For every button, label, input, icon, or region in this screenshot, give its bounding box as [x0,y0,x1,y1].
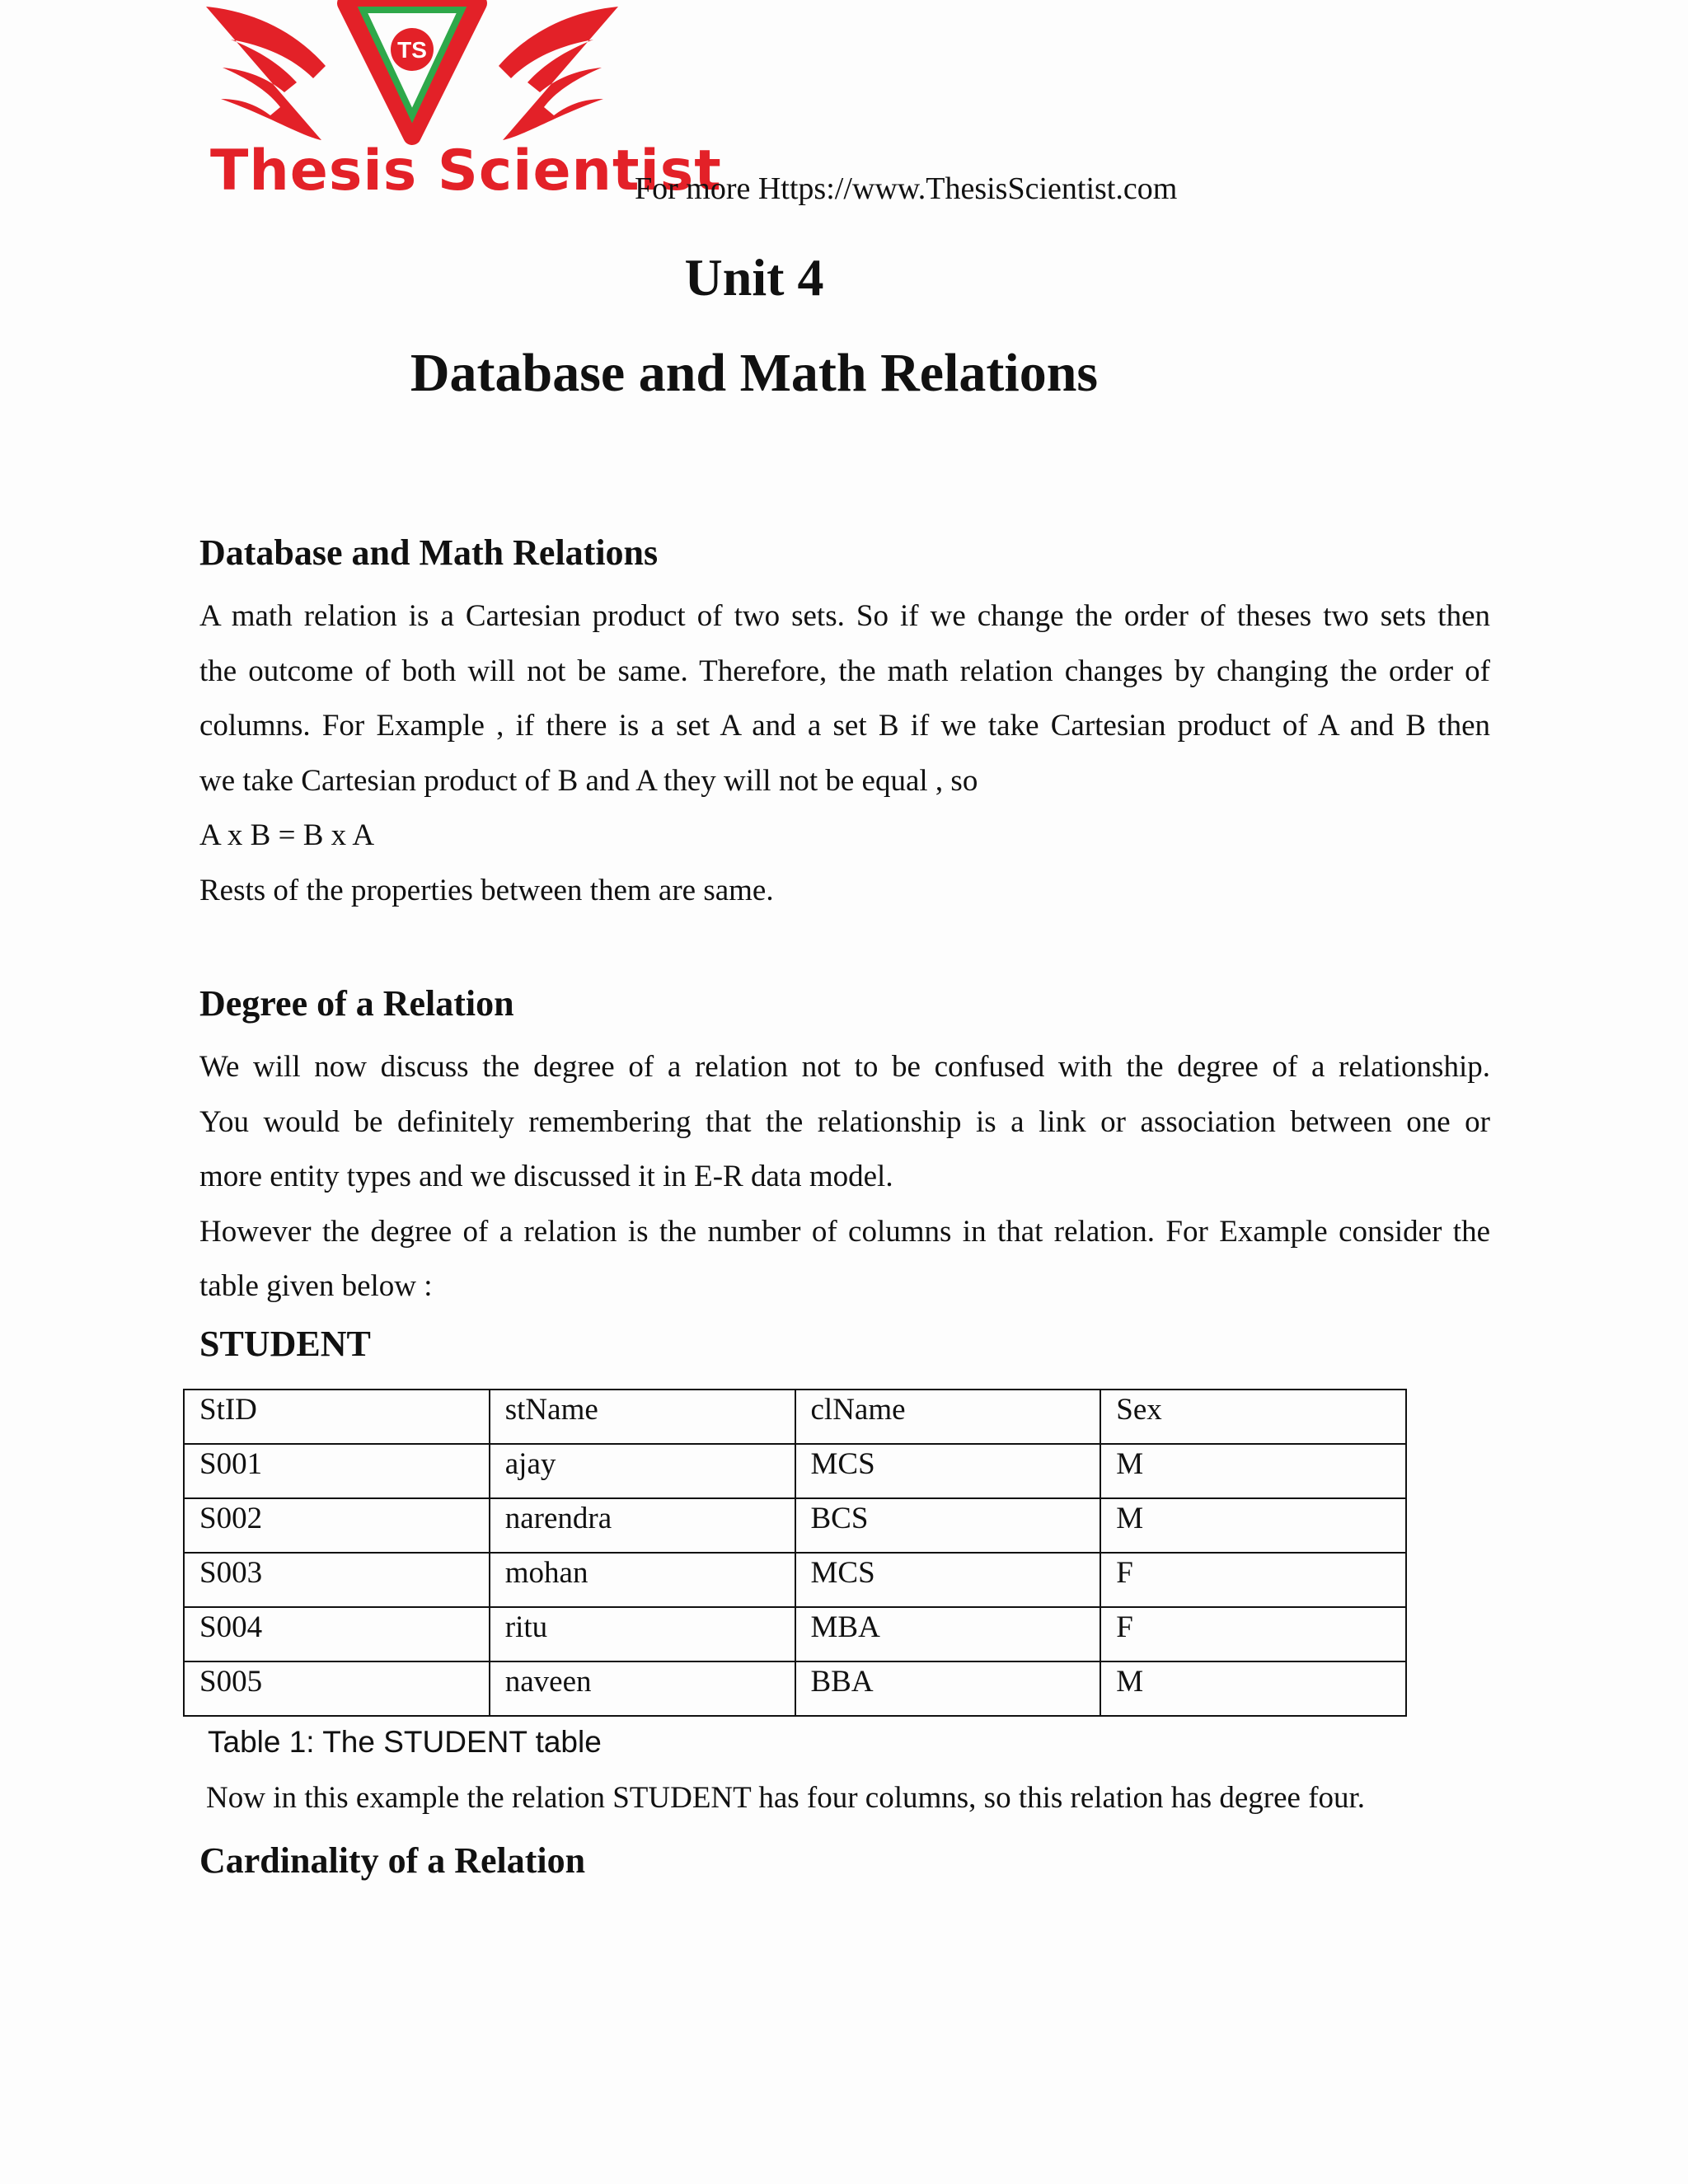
table-row [184,1661,1406,1716]
paragraph-line: the outcome of both will not be same. Therefore, the math relation changes by changing the order of [199,654,1490,688]
table-cell: S001 [184,1444,490,1498]
column-header: StID [184,1390,490,1444]
website-link[interactable]: For more Https://www.ThesisScientist.com [635,171,1178,206]
paragraph-line: more entity types and we discussed it in E-R data model. [199,1160,893,1193]
formula-line: A x B = B x A [199,818,375,852]
table-row [184,1553,1406,1607]
table-cell: MCS [795,1444,1101,1498]
table-cell: narendra [490,1498,795,1553]
table-row [184,1498,1406,1553]
thesis-scientist-logo [198,0,722,214]
table-cell: ritu [490,1607,795,1661]
table-cell: BBA [795,1661,1101,1716]
table-row [184,1444,1406,1498]
table-cell: M [1100,1661,1406,1716]
table-cell: S003 [184,1553,490,1607]
table-header-row [184,1390,1406,1444]
table-cell: M [1100,1498,1406,1553]
table-cell: naveen [490,1661,795,1716]
table-cell: MBA [795,1607,1101,1661]
table-cell: MCS [795,1553,1101,1607]
paragraph-line: table given below : [199,1269,433,1303]
paragraph-line: However the degree of a relation is the number of columns in that relation. For Example consider the [199,1214,1490,1249]
brand-name: Thesis Scientist [210,138,722,204]
paragraph-line: we take Cartesian product of B and A they will not be equal , so [199,763,978,798]
paragraph-line: You would be definitely remembering that the relationship is a link or association between one or [199,1104,1490,1139]
table-cell: S004 [184,1607,490,1661]
section-heading-degree: Degree of a Relation [199,983,514,1024]
table-caption: Table 1: The STUDENT table [208,1725,602,1759]
paragraph-line: Rests of the properties between them are same. [199,873,774,907]
table-cell: ajay [490,1444,795,1498]
degree-note: Now in this example the relation STUDENT has four columns, so this relation has degree four. [206,1781,1366,1815]
column-header: clName [795,1390,1101,1444]
paragraph-line: We will now discuss the degree of a relation not to be confused with the degree of a relationship. [199,1050,1490,1084]
column-header: Sex [1100,1390,1406,1444]
section-heading-math-relations: Database and Math Relations [199,532,659,573]
page-title: Database and Math Relations [410,343,1099,403]
table-cell: F [1100,1607,1406,1661]
table-cell: S002 [184,1498,490,1553]
student-table [183,1389,1407,1717]
column-header: stName [490,1390,795,1444]
unit-title: Unit 4 [684,248,824,307]
logo-monogram: TS [397,37,427,63]
table-row [184,1607,1406,1661]
table-cell: F [1100,1553,1406,1607]
table-cell: BCS [795,1498,1101,1553]
math-relations-paragraph [199,589,1490,918]
table-heading-student: STUDENT [199,1324,371,1364]
table-cell: mohan [490,1553,795,1607]
table-cell: M [1100,1444,1406,1498]
degree-paragraph [199,1040,1490,1315]
paragraph-line: A math relation is a Cartesian product of two sets. So if we change the order of theses two sets then [199,599,1490,633]
table-cell: S005 [184,1661,490,1716]
paragraph-line: columns. For Example , if there is a set A and a set B if we take Cartesian product of A and B then [199,709,1490,743]
section-heading-cardinality: Cardinality of a Relation [199,1840,586,1881]
